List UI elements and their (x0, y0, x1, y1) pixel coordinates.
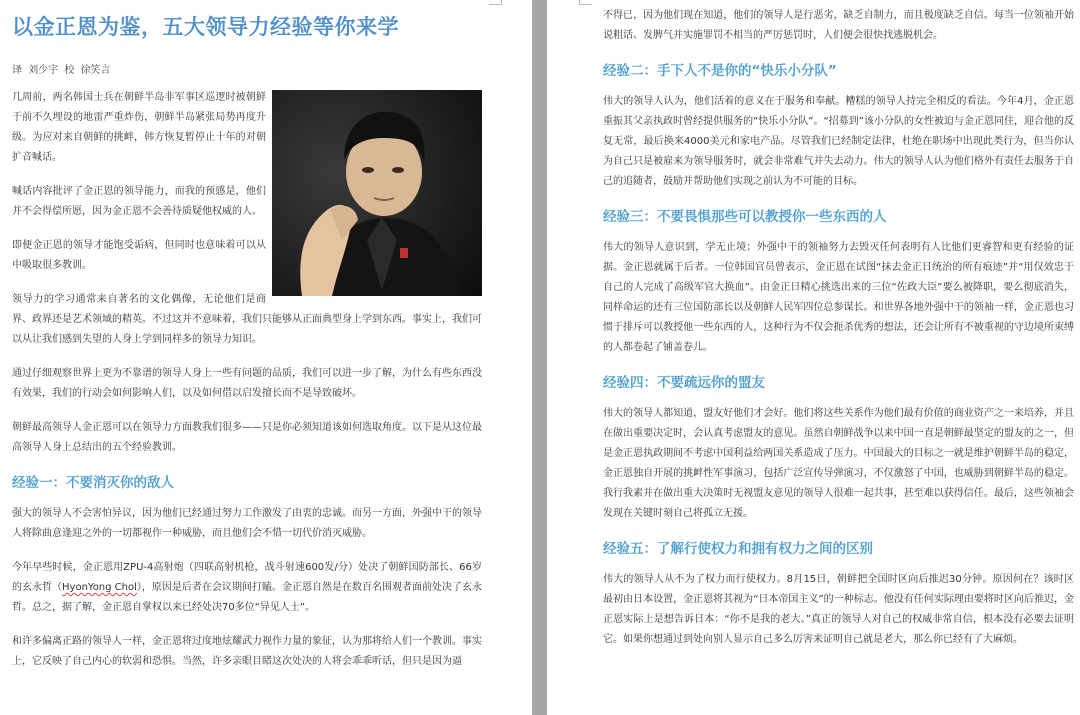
portrait-image (272, 90, 482, 296)
intro-paragraph-3: 即便金正恩的领导才能饱受诟病，但同时也意味着可以从中吸取很多教训。 (12, 240, 266, 271)
section2-paragraph: 伟大的领导人认为，他们活着的意义在于服务和奉献。糟糕的领导人持完全相反的看法。今年4月，金正恩重振其父亲执政时曾经提供服务的“快乐小分队”。“招募到”该小分队的女性被迫与金正恩同住，迎合他的反复无常，最后换来4000美元和家电产品。尽管我们已经制定法律，杜绝在职场中出现此类行为，但当你认为自己只是被雇来为领导服务时，就会非常难气并失去动力。伟大的领导人认为他们格外有责任去服务于自己的追随者，鼓励并帮助他们实现之前认为不可能的目标。 (603, 96, 1074, 187)
intro-paragraph-4: 领导力的学习通常来自著名的文化偶像，无论他们是商界、政界还是艺术领域的精英。不过这并不意味着，我们只能够从正面典型身上学到东西。事实上，我们可以从让我们感到失望的人身上学到同样多的领导力知识。 (12, 294, 482, 345)
portrait-photo (272, 90, 482, 296)
page-corner-mark (489, 0, 502, 5)
page-corner-mark (579, 0, 592, 5)
section1-paragraph-2-rest: ），原因是后者在会议期间打瞌。金正恩自然是在数百名围观者面前处决了玄永哲。总之，据了解，金正恩自掌权以来已经处决70多位“异见人士”。 (12, 582, 483, 613)
section4-paragraph: 伟大的领导人都知道，盟友好他们才会好。他们将这些关系作为他们最有价值的商业资产之一来培养，并且在做出重要决定时，会认真考虑盟友的意见。虽然自朝鲜战争以来中国一直是朝鲜最坚定的盟友的之一，但是金正恩执政期间不考虑中国利益给两国关系造成了压力。中国最大的目标之一就是维护朝鲜半岛的稳定，金正恩独自开展的挑衅性军事演习，包括广泛宣传导弹演习，不仅激怒了中国，也威胁到朝鲜半岛的稳定。我行我素并在做出重大决策时无视盟友意见的领导人很难一起共事，甚至难以获得信任。最后，这些领袖会发现在关键时刻自己将孤立无援。 (603, 408, 1074, 519)
section-heading-5: 经验五：了解行使权力和拥有权力之间的区别 (603, 541, 873, 557)
section-heading-1: 经验一：不要消灭你的敌人 (12, 475, 174, 491)
document-page-left (0, 0, 532, 715)
intro-paragraph-1: 几周前，两名韩国士兵在朝鲜半岛非军事区巡逻时被朝鲜于前不久埋设的地雷严重炸伤，朝鲜半岛紧张局势再度升级。为应对来自朝鲜的挑衅，韩方恢复暂停止十年的对朝扩音喊话。 (12, 92, 266, 163)
spellcheck-flagged-name[interactable]: HyonYong Chol (62, 582, 137, 593)
intro-paragraph-5: 通过仔细观察世界上更为不靠谱的领导人身上一些有问题的品质，我们可以进一步了解，为什么有些东西没有效果，我们的行动会如何影响人们，以及如何借以启发擅长而不是导致破坏。 (12, 368, 482, 399)
section1-paragraph-3: 和许多偏离正路的领导人一样，金正恩将过度地炫耀武力视作力量的象征，认为那将给人们一个教训。事实上，它反映了自己内心的软弱和恐惧。当然，许多亲眼目睹这次处决的人将会乖乖听话，但只是因为逼 (12, 636, 482, 667)
section1-paragraph-2-text: 今年早些时候，金正恩用ZPU-4高射炮（四联高射机枪，战斗射速600发/分）处决了朝鲜国防部长、66岁的玄永哲（ (12, 562, 482, 593)
section-heading-4: 经验四：不要疏远你的盟友 (603, 375, 765, 391)
section-heading-3: 经验三：不要畏惧那些可以教授你一些东西的人 (603, 209, 887, 225)
document-page-right (547, 0, 1080, 715)
continued-paragraph: 不得已，因为他们现在知道，他们的领导人是行恶劣，缺乏自制力，而且极度缺乏自信。每当一位领袖开始说粗话、发脾气并实施罪罚不相当的严厉惩罚时，人们便会很快找逃脱机会。 (603, 10, 1074, 41)
section5-paragraph: 伟大的领导人从不为了权力而行使权力。8月15日，朝鲜把全国时区向后推迟30分钟。原因何在？该时区最初由日本设置，金正恩将其视为“日本帝国主义”的一种标志。他没有任何实际理由要将时区向后推迟，金正恩实际上是想告诉日本：“你不是我的老大。”真正的领导人对自己的权威非常自信，根本没有必要去证明它。如果你想通过到处向别人显示自己多么厉害来证明自己就是老大，那么你已经有了大麻烦。 (603, 574, 1074, 645)
byline: 译 刘少宇 校 徐笑言 (12, 65, 111, 76)
section1-paragraph-2 (12, 558, 482, 618)
section3-paragraph: 伟大的领导人意识到，学无止境；外强中干的领袖努力去毁灭任何表明有人比他们更睿智和更有经验的证据。金正恩就属于后者。一位韩国官员曾表示，金正恩在试图“抹去金正日统治的所有痕迹”并“用仅效忠于自己的人完成了高级军官大换血”。由金正日精心挑选出来的三位“佐政大臣”要么被降职，要么彻底消失，同样命运的还有三位国防部长以及朝鲜人民军四位总参谋长。和世界各地外强中干的领袖一样，金正恩也习惯于排斥可以教授他一些东西的人，这种行为不仅会扼杀优秀的想法，还会让所有不被重视的守边境所束缚的人都卷起了铺盖卷儿。 (603, 242, 1074, 353)
intro-paragraph-2: 喊话内容批评了金正恩的领导能力，而我的预感是，他们并不会得偿所愿，因为金正恩不会善待质疑他权威的人。 (12, 186, 266, 217)
section1-paragraph-1: 强大的领导人不会害怕异议，因为他们已经通过努力工作激发了由衷的忠诚。而另一方面，外强中干的领导人将除曲意逢迎之外的一切都视作一种威胁，而且他们会不惜一切代价消灭威胁。 (12, 508, 482, 539)
article-title: 以金正恩为鉴，五大领导力经验等你来学 (12, 15, 399, 39)
section-heading-2: 经验二：手下人不是你的“快乐小分队” (603, 63, 837, 79)
intro-paragraph-6: 朝鲜最高领导人金正恩可以在领导力方面教我们很多——只是你必须知道该如何选取角度。以下是从这位最高领导人身上总结出的五个经验教训。 (12, 422, 482, 453)
